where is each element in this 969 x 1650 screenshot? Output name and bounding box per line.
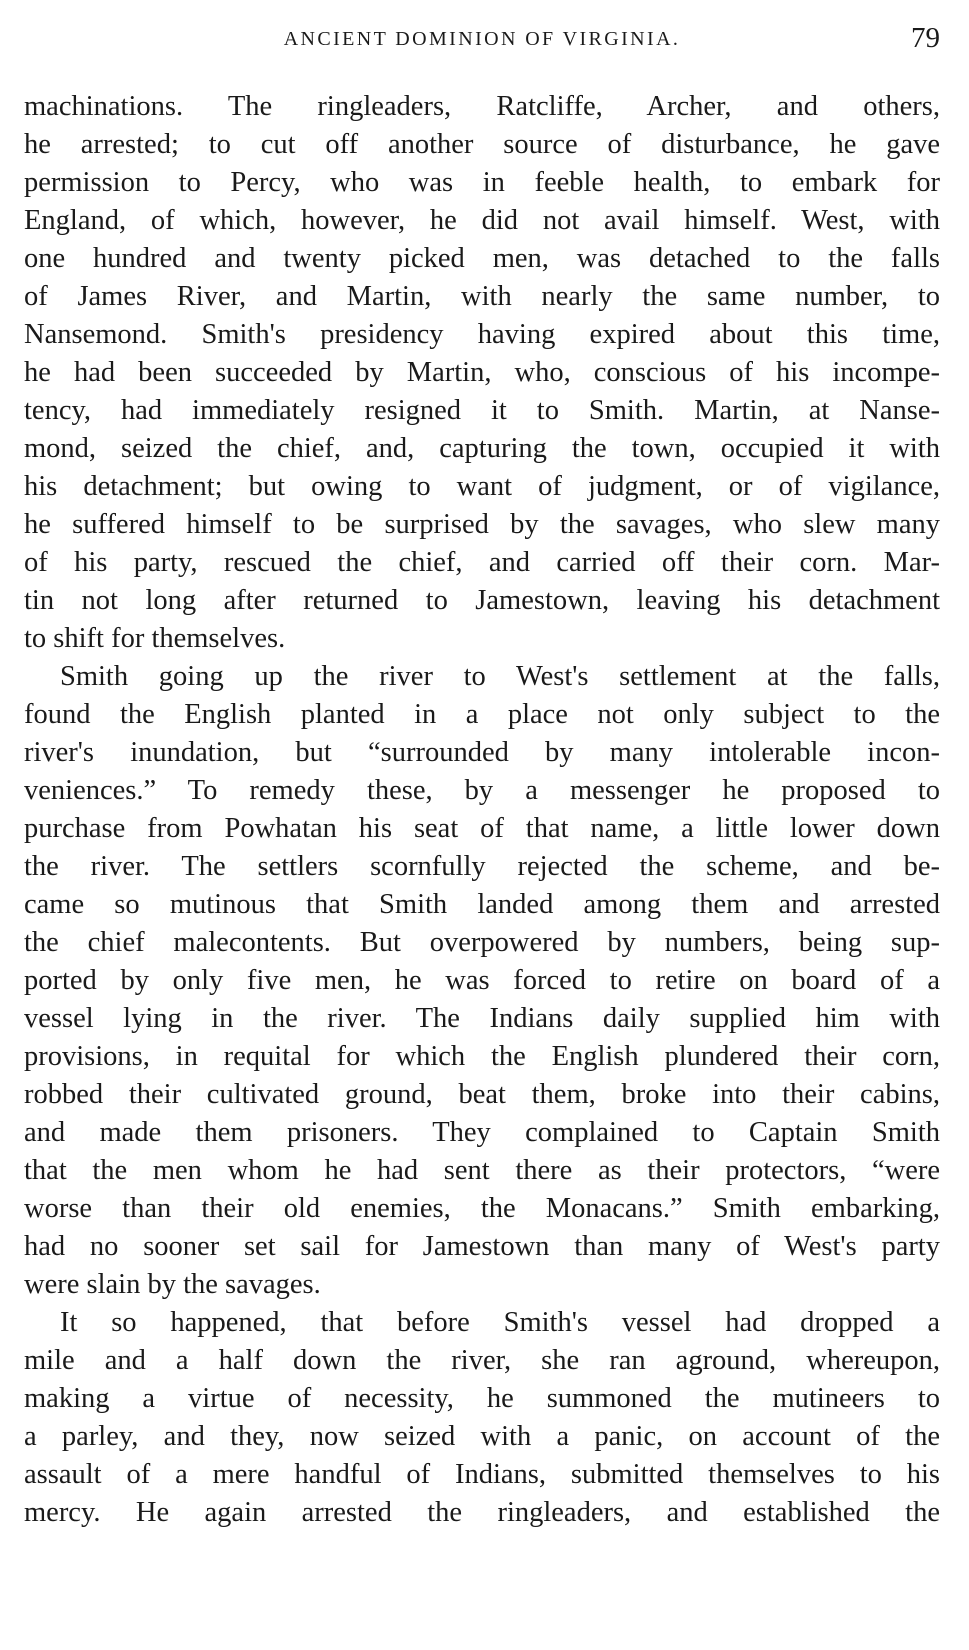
text-line: he arrested; to cut off another source of disturbance, he gave (24, 129, 940, 160)
page-number: 79 (911, 22, 940, 54)
text-line: found the English planted in a place not only subject to the (24, 699, 940, 730)
text-line: he suffered himself to be surprised by the savages, who slew many (24, 509, 940, 540)
text-line: Smith going up the river to West's settlement at the falls, (60, 661, 940, 692)
text-line: of his party, rescued the chief, and carried off their corn. Mar- (24, 547, 940, 578)
text-line: his detachment; but owing to want of judgment, or of vigilance, (24, 471, 940, 502)
text-line: ported by only five men, he was forced to retire on board of a (24, 965, 940, 996)
text-line: a parley, and they, now seized with a panic, on account of the (24, 1421, 940, 1452)
text-line: the chief malecontents. But overpowered by numbers, being sup- (24, 927, 940, 958)
text-line: tency, had immediately resigned it to Smith. Martin, at Nanse- (24, 395, 940, 426)
text-line: that the men whom he had sent there as their protectors, “were (24, 1155, 940, 1186)
text-line: to shift for themselves. (24, 623, 286, 654)
text-line: It so happened, that before Smith's vessel had dropped a (60, 1307, 940, 1338)
text-line: vessel lying in the river. The Indians daily supplied him with (24, 1003, 940, 1034)
text-line: one hundred and twenty picked men, was detached to the falls (24, 243, 940, 274)
text-line: assault of a mere handful of Indians, submitted themselves to his (24, 1459, 940, 1490)
text-line: robbed their cultivated ground, beat them, broke into their cabins, (24, 1079, 940, 1110)
text-line: and made them prisoners. They complained to Captain Smith (24, 1117, 940, 1148)
text-line: came so mutinous that Smith landed among them and arrested (24, 889, 940, 920)
text-line: permission to Percy, who was in feeble health, to embark for (24, 167, 940, 198)
text-line: mile and a half down the river, she ran aground, whereupon, (24, 1345, 940, 1376)
text-line: tin not long after returned to Jamestown, leaving his detachment (24, 585, 940, 616)
paragraph (24, 88, 940, 658)
text-line: provisions, in requital for which the English plundered their corn, (24, 1041, 940, 1072)
running-title: ANCIENT DOMINION OF VIRGINIA. (283, 28, 681, 50)
text-line: river's inundation, but “surrounded by many intolerable incon- (24, 737, 940, 768)
text-line: of James River, and Martin, with nearly the same number, to (24, 281, 940, 312)
text-line: the river. The settlers scornfully rejected the scheme, and be- (24, 851, 940, 882)
text-line: England, of which, however, he did not avail himself. West, with (24, 205, 940, 236)
text-line: purchase from Powhatan his seat of that name, a little lower down (24, 813, 940, 844)
paragraph (24, 1304, 940, 1532)
text-line: making a virtue of necessity, he summoned the mutineers to (24, 1383, 940, 1414)
text-line: mond, seized the chief, and, capturing the town, occupied it with (24, 433, 940, 464)
text-line: were slain by the savages. (24, 1269, 321, 1300)
text-line: Nansemond. Smith's presidency having expired about this time, (24, 319, 940, 350)
text-line: machinations. The ringleaders, Ratcliffe, Archer, and others, (24, 91, 940, 122)
text-line: worse than their old enemies, the Monacans.” Smith embarking, (24, 1193, 940, 1224)
text-line: had no sooner set sail for Jamestown than many of West's party (24, 1231, 940, 1262)
text-line: mercy. He again arrested the ringleaders, and established the (24, 1497, 940, 1528)
body-text (24, 88, 940, 1532)
text-line: veniences.” To remedy these, by a messenger he proposed to (24, 775, 940, 806)
running-head (24, 22, 940, 62)
paragraph (24, 658, 940, 1304)
text-line: he had been succeeded by Martin, who, conscious of his incompe- (24, 357, 940, 388)
